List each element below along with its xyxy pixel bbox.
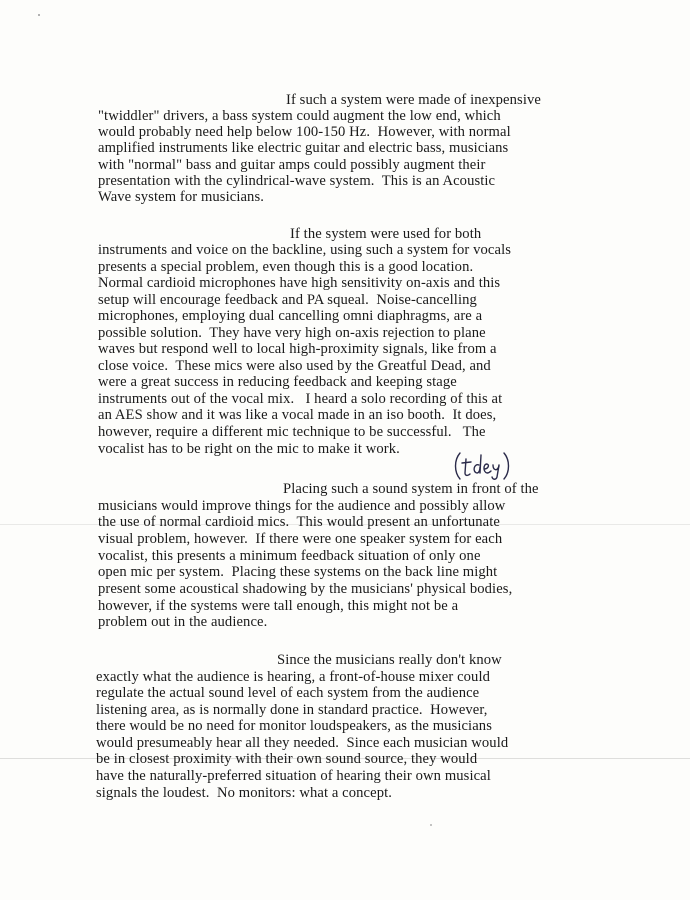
text-line: Normal cardioid microphones have high sensitivity on-axis and this bbox=[98, 275, 501, 291]
text-line: If the system were used for both bbox=[290, 226, 482, 242]
text-line: instruments and voice on the backline, using such a system for vocals bbox=[98, 242, 512, 258]
text-line: open mic per system. Placing these systems on the back line might bbox=[98, 564, 498, 580]
text-line: would probably need help below 100-150 Hz. However, with normal bbox=[98, 124, 511, 140]
text-line: microphones, employing dual cancelling omni diaphragms, are a bbox=[98, 308, 483, 324]
text-line: presents a special problem, even though this is a good location. bbox=[98, 259, 474, 275]
scan-speck bbox=[430, 824, 432, 826]
text-line: close voice. These mics were also used by the Greatful Dead, and bbox=[98, 358, 491, 374]
text-line: instruments out of the vocal mix. I heard a solo recording of this at bbox=[98, 391, 503, 407]
text-line: setup will encourage feedback and PA squeal. Noise-cancelling bbox=[98, 292, 477, 308]
text-line: Placing such a sound system in front of the bbox=[283, 481, 539, 497]
text-line: the use of normal cardioid mics. This would present an unfortunate bbox=[98, 514, 500, 530]
text-line: however, if the systems were tall enough, this might not be a bbox=[98, 598, 459, 614]
text-line: visual problem, however. If there were one speaker system for each bbox=[98, 531, 503, 547]
text-line: would presumeably hear all they needed. Since each musician would bbox=[96, 735, 509, 751]
text-line: have the naturally-preferred situation of hearing their own musical bbox=[96, 768, 491, 784]
text-line: Wave system for musicians. bbox=[98, 189, 264, 205]
text-line: vocalist, this presents a minimum feedback situation of only one bbox=[98, 548, 481, 564]
text-line: were a great success in reducing feedback and keeping stage bbox=[98, 374, 457, 390]
scan-line bbox=[0, 758, 690, 759]
text-line: Since the musicians really don't know bbox=[277, 652, 502, 668]
text-line: present some acoustical shadowing by the musicians' physical bodies, bbox=[98, 581, 513, 597]
text-line: presentation with the cylindrical-wave system. This is an Acoustic bbox=[98, 173, 496, 189]
text-line: musicians would improve things for the audience and possibly allow bbox=[98, 498, 506, 514]
text-line: regulate the actual sound level of each system from the audience bbox=[96, 685, 480, 701]
text-line: waves but respond well to local high-proximity signals, like from a bbox=[98, 341, 497, 357]
text-line: If such a system were made of inexpensive bbox=[286, 92, 541, 108]
text-line: with "normal" bass and guitar amps could possibly augment their bbox=[98, 157, 486, 173]
text-line: amplified instruments like electric guitar and electric bass, musicians bbox=[98, 140, 509, 156]
text-line: an AES show and it was like a vocal made in an iso booth. It does, bbox=[98, 407, 497, 423]
text-line: signals the loudest. No monitors: what a concept. bbox=[96, 785, 393, 801]
text-line: "twiddler" drivers, a bass system could augment the low end, which bbox=[98, 108, 501, 124]
text-line: be in closest proximity with their own sound source, they would bbox=[96, 751, 478, 767]
text-line: however, require a different mic technique to be successful. The bbox=[98, 424, 486, 440]
handwritten-note-icon bbox=[452, 450, 514, 482]
text-line: listening area, as is normally done in standard practice. However, bbox=[96, 702, 488, 718]
scan-speck bbox=[38, 14, 40, 16]
text-line: vocalist has to be right on the mic to make it work. bbox=[98, 441, 400, 457]
text-line: there would be no need for monitor loudspeakers, as the musicians bbox=[96, 718, 492, 734]
scan-line bbox=[0, 524, 690, 525]
text-line: exactly what the audience is hearing, a front-of-house mixer could bbox=[96, 669, 490, 685]
text-line: problem out in the audience. bbox=[98, 614, 268, 630]
text-line: possible solution. They have very high on-axis rejection to plane bbox=[98, 325, 486, 341]
